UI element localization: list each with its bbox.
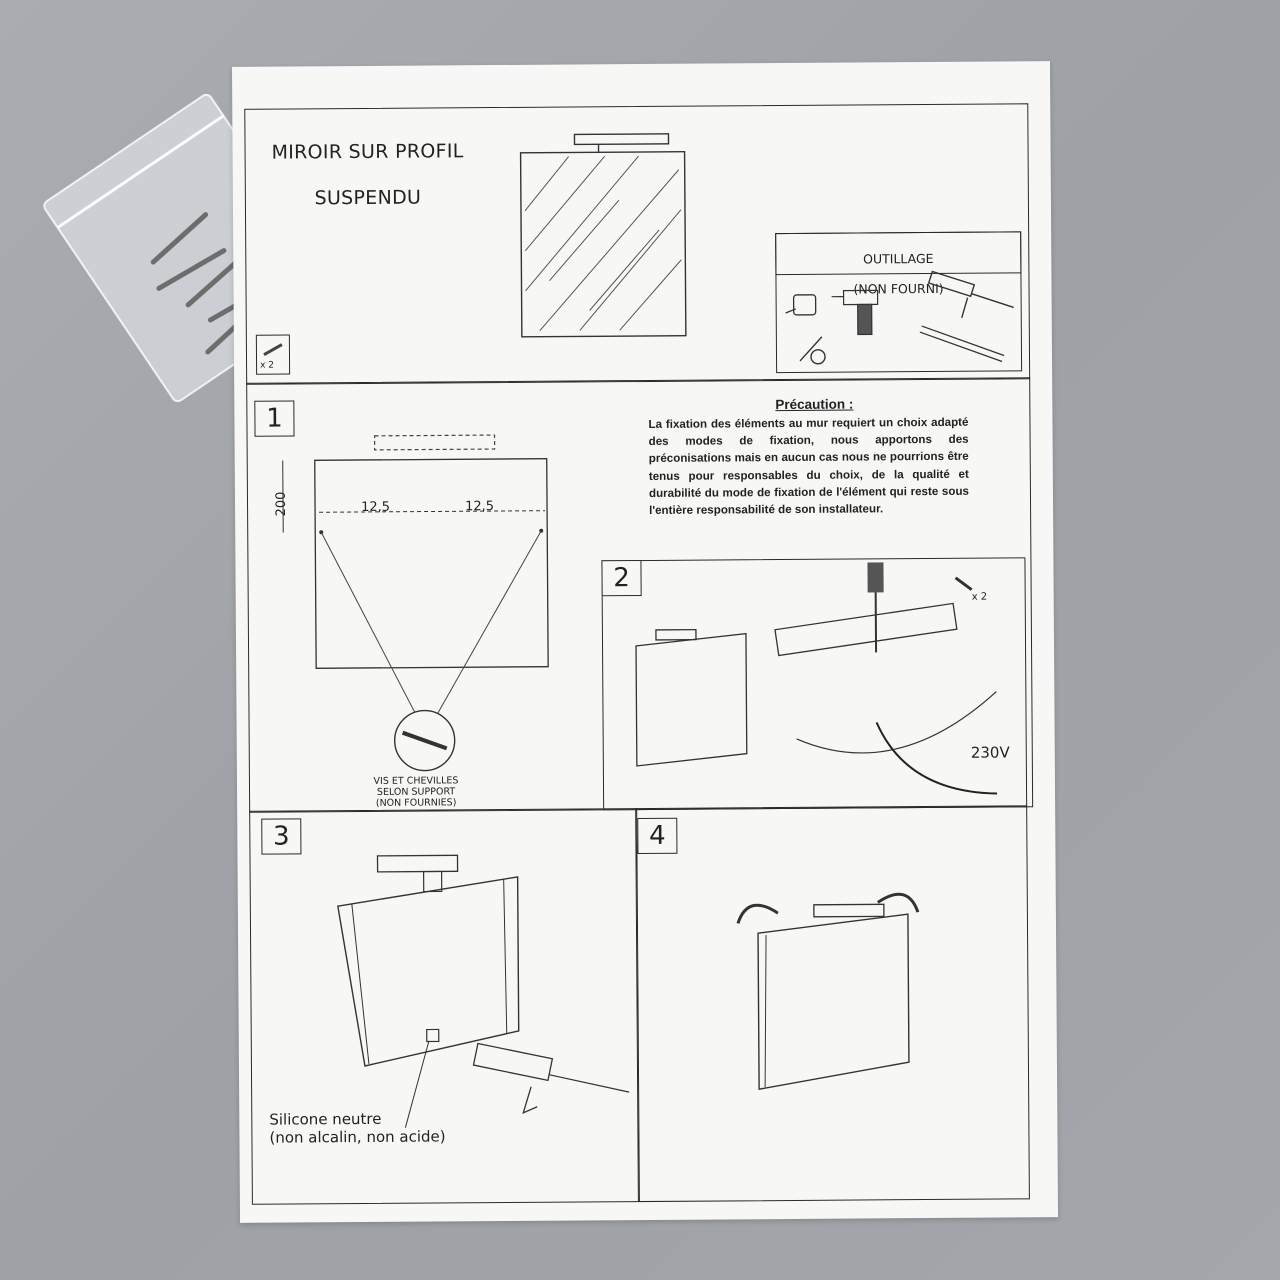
voltage-label: 230V	[970, 743, 1010, 762]
title-line-1: MIROIR SUR PROFIL	[271, 140, 464, 164]
step-4-number: 4	[637, 818, 677, 854]
precaution-title: Précaution :	[775, 396, 854, 413]
caulking-gun-icon	[929, 271, 1014, 318]
instruction-sheet	[232, 61, 1058, 1223]
drill-icon	[832, 290, 878, 334]
tools-title-line-2: (NON FOURNI)	[853, 280, 944, 297]
mirror-illustration	[518, 130, 699, 341]
precaution-body: La fixation des éléments au mur requiert un choix adapté des modes de fixation, nous apportons des préconisations mais en aucun cas nous ne pourrions être tenus pour responsables du choix, de la qualité et durabilité du mode de fixation de l'élément qui reste sous l'entière responsabilité de son installateur.	[648, 415, 969, 517]
pencil-icon	[920, 325, 1004, 362]
step-2-diagram	[615, 561, 1017, 804]
step-1-number: 1	[254, 400, 294, 436]
step-3-number: 3	[261, 818, 301, 854]
silicone-label: Silicone neutre (non alcalin, non acide)	[269, 1109, 446, 1147]
product-title	[252, 117, 483, 211]
tape-measure-icon	[786, 295, 816, 315]
step-2-number: 2	[601, 560, 641, 596]
screwdriver-icon	[800, 337, 825, 364]
dimension-left: 12,5	[361, 499, 391, 515]
title-line-2: SUSPENDU	[314, 186, 422, 210]
step-3-diagram	[327, 854, 639, 1116]
screw-icon	[261, 341, 285, 359]
dimension-vertical: 200	[273, 491, 290, 517]
fixings-label: VIS ET CHEVILLES SELON SUPPORT (NON FOURNIES)	[373, 775, 459, 809]
screw-count-label: x 2	[260, 360, 275, 371]
step-2-screw-count: x 2	[971, 591, 988, 603]
tools-title-line-1: OUTILLAGE	[863, 250, 934, 267]
dimension-right: 12,5	[464, 499, 495, 515]
step-1-diagram	[275, 434, 578, 796]
tools-illustrations	[781, 277, 1018, 369]
step-4-diagram	[718, 872, 960, 1094]
